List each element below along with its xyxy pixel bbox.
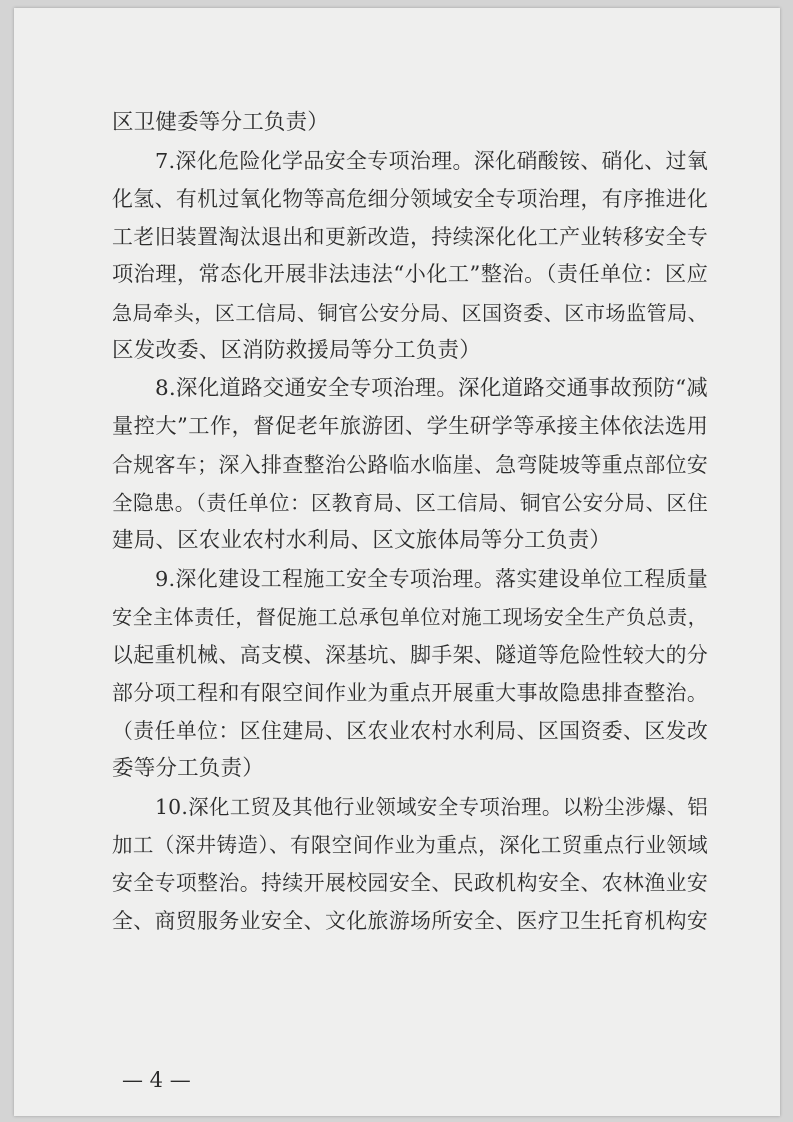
paragraph-heading-line: 9.深化建设工程施工安全专项治理。落实建设单位工程质量 (155, 567, 708, 591)
text-line: （责任单位：区住建局、区农业农村水利局、区国资委、区发改 (112, 719, 708, 743)
text-line: 区发改委、区消防救援局等分工负责） (112, 338, 481, 363)
text-line: 合规客车；深入排查整治公路临水临崖、急弯陡坡等重点部位安 (112, 453, 708, 477)
page-number: — 4 — (122, 1068, 191, 1092)
text-line: 建局、区农业农村水利局、区文旅体局等分工负责） (112, 528, 612, 553)
text-line: 安全主体责任，督促施工总承包单位对施工现场安全生产负总责， (112, 605, 708, 629)
text-line: 安全专项整治。持续开展校园安全、民政机构安全、农林渔业安 (112, 871, 708, 895)
document-page (14, 8, 780, 1116)
text-line: 加工（深井铸造）、有限空间作业为重点，深化工贸重点行业领域 (112, 833, 708, 857)
text-line: 项治理，常态化开展非法违法“小化工”整治。（责任单位：区应 (112, 262, 708, 287)
text-line: 部分项工程和有限空间作业为重点开展重大事故隐患排查整治。 (112, 681, 708, 705)
text-line: 委等分工负责） (112, 756, 264, 781)
text-line: 量控大”工作，督促老年旅游团、学生研学等承接主体依法选用 (112, 414, 708, 439)
text-line: 区卫健委等分工负责） (112, 110, 330, 135)
document-body (112, 104, 708, 940)
text-line: 化氢、有机过氧化物等高危细分领域安全专项治理，有序推进化 (112, 187, 708, 211)
text-line: 工老旧装置淘汰退出和更新改造，持续深化化工产业转移安全专 (112, 225, 708, 249)
paragraph-heading-line: 7.深化危险化学品安全专项治理。深化硝酸铵、硝化、过氧 (155, 149, 708, 173)
text-line: 以起重机械、高支模、深基坑、脚手架、隧道等危险性较大的分 (112, 643, 708, 667)
text-line: 全、商贸服务业安全、文化旅游场所安全、医疗卫生托育机构安 (112, 909, 708, 933)
text-line: 全隐患。（责任单位：区教育局、区工信局、铜官公安分局、区住 (112, 491, 708, 515)
paragraph-heading-line: 10.深化工贸及其他行业领域安全专项治理。以粉尘涉爆、铝 (155, 795, 708, 819)
text-line: 急局牵头，区工信局、铜官公安分局、区国资委、区市场监管局、 (112, 301, 708, 325)
paragraph-heading-line: 8.深化道路交通安全专项治理。深化道路交通事故预防“减 (155, 376, 708, 401)
